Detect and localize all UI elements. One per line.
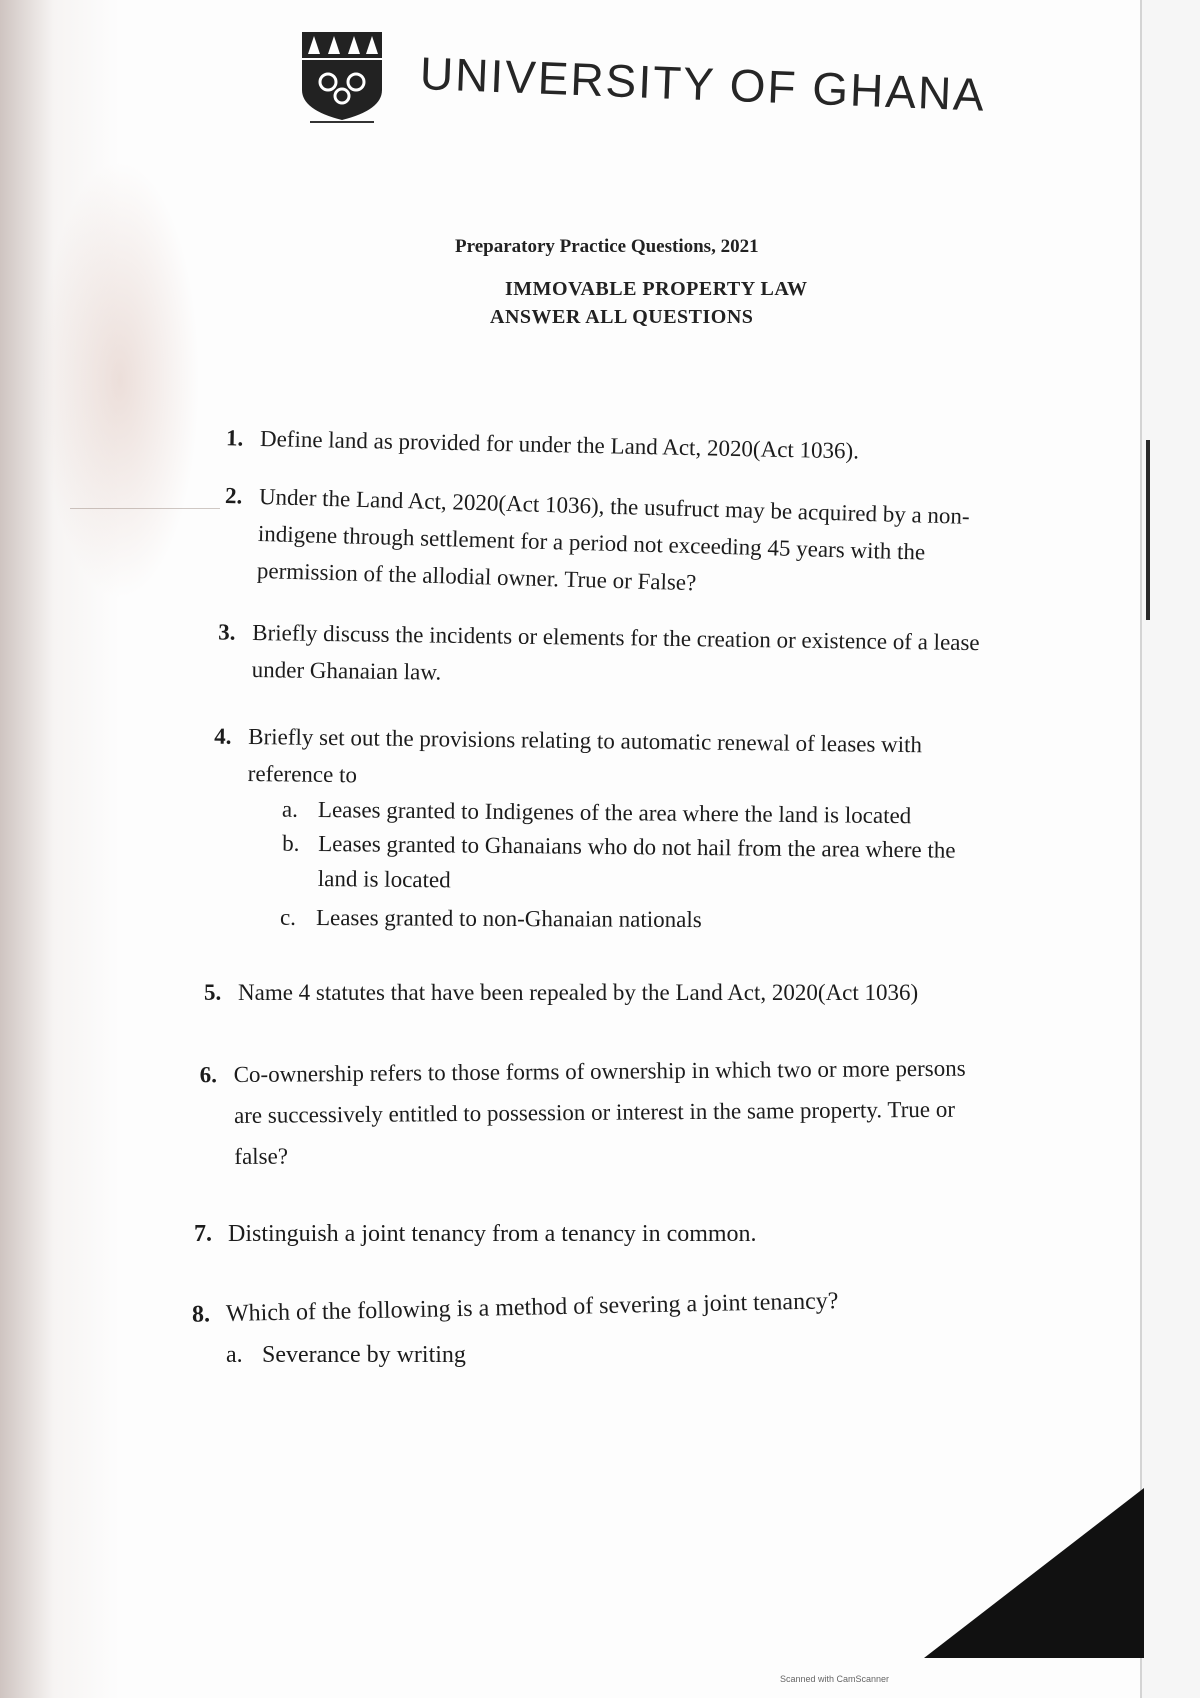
question-number: 7.	[194, 1221, 212, 1247]
option-text: Leases granted to non-Ghanaian nationals	[315, 905, 702, 933]
question-number: 3.	[218, 619, 236, 645]
question-6	[199, 1048, 966, 1177]
page-shadow-blob	[40, 160, 200, 600]
question-2	[224, 478, 970, 609]
question-7	[194, 1216, 757, 1253]
question-text: Under the Land Act, 2020(Act 1036), the usufruct may be acquired by a non-	[258, 484, 970, 529]
question-4-option-c	[279, 900, 702, 937]
question-text: Briefly discuss the incidents or elements for the creation or existence of a lease	[252, 620, 980, 656]
question-text: Define land as provided for under the Land Act, 2020(Act 1036).	[259, 426, 860, 464]
option-text: Severance by writing	[262, 1342, 466, 1368]
question-8	[191, 1283, 839, 1333]
folded-corner	[924, 1488, 1144, 1658]
question-text: are successively entitled to possession or interest in the same property. True or	[233, 1096, 956, 1128]
question-8-option-a	[226, 1338, 466, 1373]
university-crest-logo	[300, 30, 384, 124]
question-number: 6.	[199, 1062, 218, 1088]
university-name: UNIVERSITY OF GHANA	[419, 47, 987, 121]
question-number: 1.	[225, 425, 244, 451]
instruction: ANSWER ALL QUESTIONS	[490, 306, 754, 328]
question-text: Distinguish a joint tenancy from a tenancy in common.	[228, 1221, 757, 1247]
page-crease	[70, 508, 220, 509]
option-text: land is located	[317, 865, 451, 893]
option-text: Leases granted to Ghanaians who do not hail from the area where the	[318, 831, 956, 863]
question-text: Co-ownership refers to those forms of ownership in which two or more persons	[233, 1055, 966, 1088]
question-number: 8.	[191, 1301, 211, 1328]
question-text: Briefly set out the provisions relating to automatic renewal of leases with	[248, 724, 923, 758]
scanner-watermark: Scanned with CamScanner	[780, 1674, 890, 1684]
page-edge-shadow	[1146, 440, 1150, 620]
course-title: IMMOVABLE PROPERTY LAW	[505, 278, 808, 300]
question-text: false?	[234, 1143, 289, 1169]
question-1	[225, 420, 860, 470]
question-number: 2.	[224, 483, 243, 509]
question-text: under Ghanaian law.	[251, 656, 442, 685]
question-4	[214, 718, 923, 800]
question-5	[204, 974, 919, 1011]
question-text: Name 4 statutes that have been repealed by the Land Act, 2020(Act 1036)	[238, 980, 919, 1005]
option-label: c.	[279, 904, 297, 930]
scan-background	[1142, 0, 1200, 1698]
question-3	[218, 614, 980, 698]
option-text: Leases granted to Indigenes of the area where the land is located	[317, 797, 912, 829]
question-text: permission of the allodial owner. True or False?	[256, 557, 697, 596]
option-label: a.	[226, 1342, 243, 1368]
question-text: indigene through settlement for a period not exceeding 45 years with the	[257, 521, 926, 565]
question-text: reference to	[247, 760, 358, 788]
option-label: a.	[281, 796, 299, 822]
option-label: b.	[282, 830, 300, 856]
page-edge	[1140, 0, 1142, 1698]
document-subtitle: Preparatory Practice Questions, 2021	[455, 236, 759, 257]
question-text: Which of the following is a method of severing a joint tenancy?	[225, 1288, 839, 1327]
question-number: 5.	[204, 980, 222, 1005]
question-number: 4.	[214, 723, 232, 749]
question-4-option-b	[282, 826, 956, 903]
